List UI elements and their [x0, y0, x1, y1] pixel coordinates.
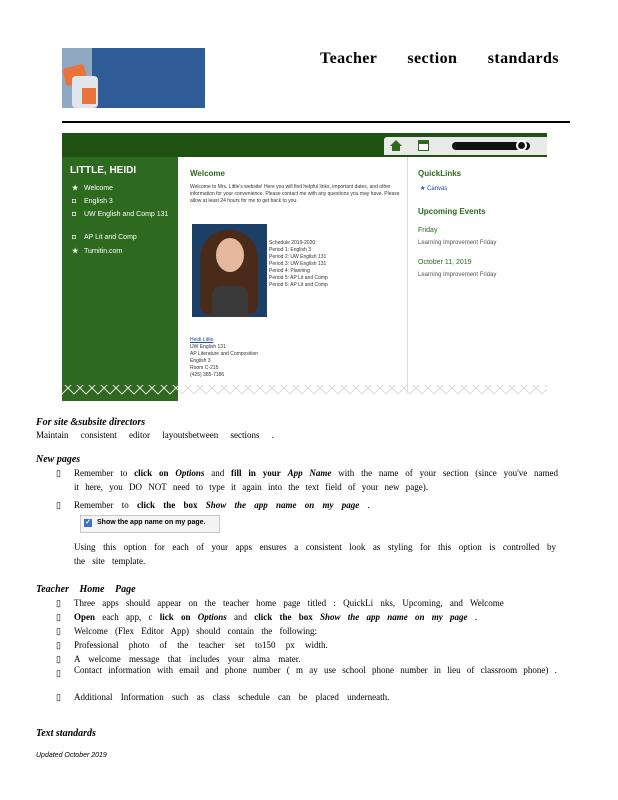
teacher-home-item: A welcome message that includes your alma mater. — [74, 654, 301, 664]
teacher-home-item: Additional Information such as class schedule can be placed underneath. — [74, 692, 390, 702]
teacher-name: LITTLE, HEIDI — [70, 165, 137, 176]
teacher-home-item: Professional photo of the teacher set to150 px width. — [74, 640, 328, 650]
calendar-icon — [418, 140, 429, 151]
star-icon: ★ — [420, 186, 428, 192]
bullet-icon: ▯ — [56, 598, 61, 608]
site-toolbar — [384, 137, 547, 155]
district-logo — [62, 48, 205, 108]
bullet-icon: ▯ — [56, 668, 61, 678]
bullet-icon: ▯ — [56, 654, 61, 664]
bullet-icon: ▯ — [56, 640, 61, 650]
checkbox-label: Show the app name on my page. — [97, 519, 206, 526]
new-pages-note: Using this option for each of your apps ensures a consistent look as styling for this option is controlled by the site template. — [74, 542, 556, 566]
nav-item-turnitin: ★ Turnitin.com — [72, 248, 123, 255]
teacher-site-screenshot — [62, 133, 547, 401]
star-icon: ★ — [72, 248, 79, 255]
new-pages-heading: New pages — [36, 454, 81, 465]
text-standards-heading: Text standards — [36, 728, 96, 739]
event-date: October 11, 2019 — [418, 259, 472, 266]
events-title: Upcoming Events — [418, 207, 486, 216]
event-date: Friday — [418, 227, 438, 234]
square-bullet-icon: ◘ — [72, 211, 77, 218]
teacher-photo — [192, 224, 267, 317]
directors-heading: For site &subsite directors — [36, 417, 146, 428]
home-icon-body — [392, 145, 400, 151]
page-title: Teacher section standards — [320, 50, 559, 67]
class-schedule: Schedule 2019-2020: Period 1: English 3 Period 2: UW English 131 Period 3: UW English 131 Period 4: Planning Period 5: AP Lit and Comp Period 6: AP Lit and Comp — [269, 240, 328, 288]
teacher-home-item: Open each app, c lick on Options and click the box Show the app name on my page . — [74, 612, 478, 622]
title-rule — [62, 121, 570, 123]
bullet-icon: ▯ — [56, 468, 61, 478]
contact-info: Heidi Little UW English 131 AP Literature and Composition English 3 Room C-215 (425) 385-7186 — [190, 337, 259, 378]
nav-item-ap-lit: ◘ AP Lit and Comp — [72, 234, 137, 241]
quicklink-canvas: ★ Canvas — [420, 186, 448, 192]
square-bullet-icon: ◘ — [72, 198, 77, 205]
bullet-icon: ▯ — [56, 692, 61, 702]
teacher-home-item: Welcome (Flex Editor App) should contain the following: — [74, 626, 317, 636]
nav-item-welcome: ★ Welcome — [72, 185, 114, 192]
square-bullet-icon: ◘ — [72, 234, 77, 241]
teacher-home-item: Three apps should appear on the teacher home page titled : QuickLi nks, Upcoming, and Welcome — [74, 598, 504, 608]
teacher-home-heading: Teacher Home Page — [36, 584, 136, 595]
event-name: Learning Improvement Friday — [418, 240, 497, 246]
nav-item-uw-english: ◘ UW English and Comp 131 — [72, 211, 169, 218]
column-divider — [407, 157, 408, 393]
site-top-bar — [62, 133, 547, 157]
bullet-icon: ▯ — [56, 612, 61, 622]
bullet-icon: ▯ — [56, 626, 61, 636]
checkbox-checked-icon: ✓ — [85, 519, 91, 526]
search-icon — [516, 140, 527, 151]
new-pages-item: Remember to click the box Show the app name on my page . — [74, 500, 370, 510]
new-pages-item: Remember to click on Options and fill in your App Name with the name of your section (since you've named it here, you DO NOT need to type it again into the text field of your new page). — [74, 468, 559, 492]
teacher-home-item: Contact information with email and phone number ( m ay use school phone number in lieu of classroom phone) . — [74, 665, 557, 675]
star-icon: ★ — [72, 185, 79, 192]
directors-text: Maintain consistent editor layoutsbetween sections . — [36, 430, 274, 440]
updated-note: Updated October 2019 — [36, 752, 107, 759]
welcome-title: Welcome — [190, 169, 225, 178]
bullet-icon: ▯ — [56, 500, 61, 510]
checkbox-example — [80, 515, 220, 533]
welcome-text: Welcome to Mrs. Little's website! Here you will find helpful links, important dates, and other information for your convenience. Please contact me with any questions you may have. Please allow at least 24 hours for me to get back to you. — [190, 184, 400, 204]
site-sidebar — [62, 157, 178, 401]
quicklinks-title: QuickLinks — [418, 169, 462, 178]
torn-edge — [62, 385, 547, 401]
event-name: Learning Improvement Friday — [418, 272, 497, 278]
nav-item-english3: ◘ English 3 — [72, 198, 113, 205]
